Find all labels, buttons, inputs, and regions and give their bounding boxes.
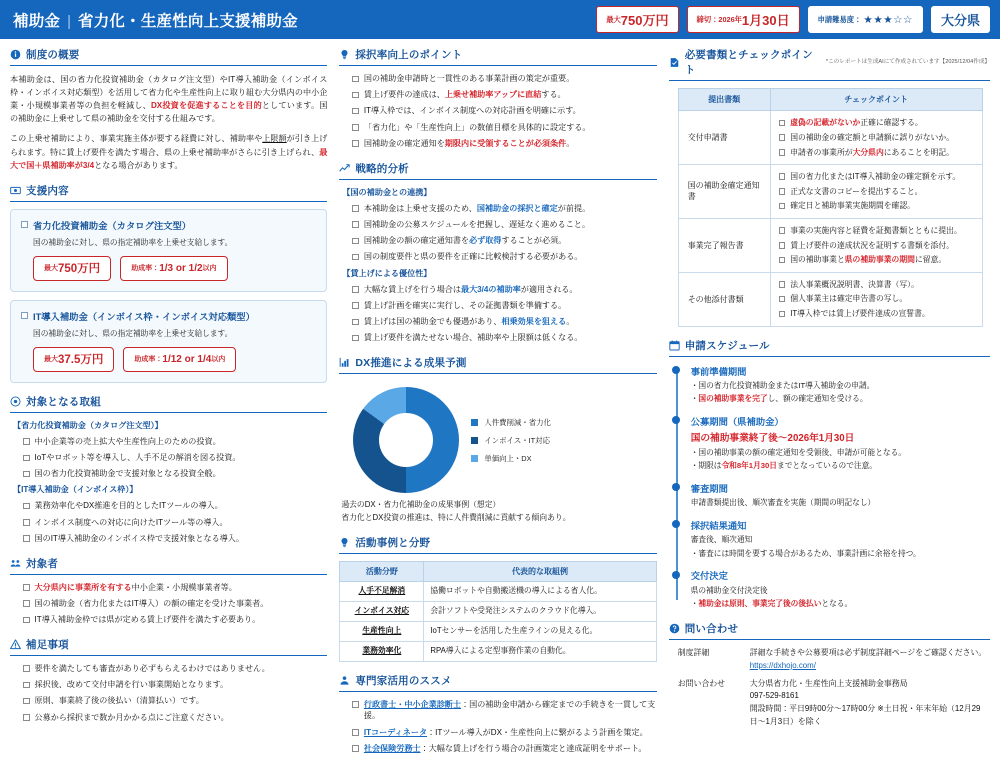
middle-column bbox=[339, 47, 656, 766]
list-item[interactable]: 法人事業概況説明書、決算書（写）。 bbox=[779, 279, 976, 290]
list-item[interactable]: 賃上げ計画を確実に実行し、その証拠書類を準備する。 bbox=[352, 300, 656, 312]
header-title-group bbox=[13, 9, 298, 31]
section-eligible bbox=[10, 556, 327, 626]
checkbox-icon[interactable] bbox=[352, 205, 359, 212]
legend-swatch bbox=[471, 437, 478, 444]
checkbox-icon[interactable] bbox=[779, 203, 786, 210]
checkbox-icon[interactable] bbox=[23, 584, 30, 591]
timeline-highlight: 国の補助事業終了後～2026年1月30日 bbox=[690, 433, 855, 445]
donut-chart-graphic bbox=[353, 387, 459, 493]
document-name: 交付申請書 bbox=[678, 111, 770, 165]
activity-example: RPA導入による定型事務作業の自動化。 bbox=[424, 641, 656, 661]
support-card-0-pills bbox=[33, 256, 316, 281]
lightbulb-icon bbox=[339, 49, 350, 60]
section-targets bbox=[10, 394, 327, 545]
timeline-item-3 bbox=[691, 518, 990, 560]
checkbox-icon[interactable] bbox=[23, 455, 30, 462]
section-chart-title: DX推進による成果予測 bbox=[355, 357, 467, 370]
badge-difficulty bbox=[808, 6, 923, 33]
list-item[interactable]: 中小企業等の売上拡大や生産性向上のための投資。 bbox=[23, 436, 327, 448]
star-rating-icon: ★★★☆☆ bbox=[863, 13, 913, 26]
timeline-title: 事前準備期間 bbox=[690, 366, 747, 377]
overview-paragraph-1: 本補助金は、国の省力化投資補助金（カタログ注文型）やIT導入補助金（インボイス枠・インボイス対応類型）を活用して省力化や生産性向上に取り組む大分県内の中小企業・小規模事業者等の負担を軽減し、DX投資を促進することを目的としています。国の補助金に上乗せして県の補助金を交付する仕組みです。 bbox=[10, 75, 328, 124]
section-documents bbox=[669, 47, 990, 327]
targets-group-0-list bbox=[10, 436, 327, 480]
contact-value bbox=[750, 678, 990, 729]
timeline-subtitle: 審査後、順次通知 bbox=[690, 535, 753, 545]
timeline-subtitle: 申請書類提出後、順次審査を実施（期間の明記なし） bbox=[690, 498, 876, 508]
checkbox-icon[interactable] bbox=[352, 319, 359, 326]
support-card-1 bbox=[10, 300, 327, 383]
list-item[interactable]: 国の補助事業と県の補助事業の期間に留意。 bbox=[779, 254, 976, 265]
list-item[interactable]: 虚偽の記載がないか正確に確認する。 bbox=[779, 117, 976, 128]
checkbox-icon[interactable] bbox=[23, 438, 30, 445]
legend-swatch bbox=[471, 419, 478, 426]
list-item[interactable]: 採択後、改めて交付申請を行い事業開始となります。 bbox=[23, 679, 327, 691]
section-schedule-header bbox=[669, 338, 990, 357]
right-column bbox=[669, 47, 990, 766]
contact-value bbox=[750, 647, 987, 673]
schedule-timeline bbox=[669, 364, 990, 610]
badge-deadline bbox=[687, 6, 800, 33]
notes-list bbox=[10, 663, 327, 723]
list-item[interactable]: ITコーディネータ：ITツール導入がDX・生産性向上に繋がるよう計画を策定。 bbox=[352, 727, 656, 739]
list-item[interactable]: 国の省力化投資補助金で支援対象となる投資全般。 bbox=[23, 468, 327, 480]
table-header-row bbox=[678, 89, 982, 111]
timeline-dot-icon bbox=[672, 416, 680, 424]
section-documents-header bbox=[669, 47, 990, 81]
contact-label: お問い合わせ bbox=[677, 678, 726, 688]
list-item[interactable]: 大分県内に事業所を有する中小企業・小規模事業者等。 bbox=[23, 582, 327, 594]
checkbox-icon[interactable] bbox=[779, 311, 786, 318]
checkbox-icon[interactable] bbox=[352, 140, 359, 147]
document-name: 事業完了報告書 bbox=[678, 218, 770, 272]
support-card-1-pills bbox=[33, 347, 316, 372]
section-contact-title: 問い合わせ bbox=[684, 622, 739, 635]
info-icon bbox=[10, 49, 21, 60]
section-overview-header bbox=[10, 47, 327, 66]
section-activities bbox=[339, 535, 656, 662]
list-item[interactable]: 賃上げ要件を満たせない場合、補助率や上限額は低くなる。 bbox=[352, 332, 656, 344]
checkbox-icon[interactable] bbox=[779, 149, 786, 156]
section-overview bbox=[10, 47, 327, 172]
checkbox-icon[interactable] bbox=[352, 286, 359, 293]
section-contact bbox=[669, 621, 990, 729]
badge-max-amount-value: 750万円 bbox=[620, 13, 669, 28]
table-row bbox=[340, 621, 656, 641]
list-item[interactable]: 賃上げ要件の達成状況を証明する書類を添付。 bbox=[779, 240, 976, 251]
checkpoint-list bbox=[777, 171, 976, 212]
list-item[interactable]: 「省力化」や「生産性向上」の数値目標を具体的に設定する。 bbox=[352, 122, 656, 134]
checkbox-icon[interactable] bbox=[779, 281, 786, 288]
list-item[interactable]: 要件を満たしても審査があり必ずもらえるわけではありません。 bbox=[23, 663, 327, 675]
support-card-0-desc: 国の補助金に対し、県の指定補助率を上乗せ支給します。 bbox=[33, 237, 233, 247]
badge-max-amount-prefix: 最大 bbox=[606, 14, 621, 24]
badge-prefecture-label: 大分県 bbox=[940, 13, 980, 28]
legend-swatch bbox=[471, 455, 478, 462]
people-icon bbox=[10, 558, 21, 569]
support-card-1-rate: 助成率： 1/12 or 1/4 以内 bbox=[123, 347, 236, 372]
timeline-bullet: ・国の補助事業の額の確定通知を受領後、申請が可能となる。 bbox=[690, 448, 906, 458]
legend-label: 単価向上・DX bbox=[484, 453, 532, 463]
checkpoint-list bbox=[777, 279, 976, 320]
donut-hole bbox=[379, 413, 433, 467]
page-title: 省力化・生産性向上支援補助金 bbox=[78, 12, 298, 30]
section-adoption-header bbox=[339, 47, 656, 66]
section-support-header bbox=[10, 183, 327, 202]
checkbox-icon[interactable] bbox=[779, 173, 786, 180]
support-card-0-rate: 助成率： 1/3 or 1/2 以内 bbox=[120, 256, 227, 281]
contact-phone: 097-529-8161 bbox=[749, 691, 799, 701]
list-item[interactable]: 国補助金の額の確定通知書を必ず取得することが必須。 bbox=[352, 235, 656, 247]
column-header-document: 提出書類 bbox=[678, 89, 770, 111]
legend-label: インボイス・IT対応 bbox=[484, 435, 550, 445]
ai-generated-note: *このレポートは生成AIにて作成されています【2025/12/04作成】 bbox=[825, 59, 991, 65]
table-row bbox=[678, 111, 982, 165]
section-adoption-title: 採択率向上のポイント bbox=[355, 49, 463, 61]
support-card-1-amount: 最大 37.5万円 bbox=[33, 347, 114, 372]
chart-legend bbox=[471, 417, 551, 464]
support-card-0-name: 省力化投資補助金（カタログ注文型） bbox=[33, 220, 192, 231]
strategy-group-1-label: 【賃上げによる優位性】 bbox=[342, 268, 432, 278]
trend-chart-icon bbox=[339, 163, 350, 174]
timeline-item-1 bbox=[691, 414, 990, 472]
section-experts-header bbox=[339, 673, 656, 692]
money-icon bbox=[10, 185, 21, 196]
adoption-list bbox=[339, 73, 656, 150]
checkbox-icon[interactable] bbox=[23, 665, 30, 672]
support-card-1-desc: 国の補助金に対し、県の指定補助率を上乗せ支給します。 bbox=[33, 328, 233, 338]
checkbox-icon[interactable] bbox=[23, 535, 30, 542]
strategy-group-0-label: 【国の補助金との連携】 bbox=[342, 187, 432, 197]
list-item[interactable]: 国のIT導入補助金のインボイス枠で支援対象となる導入。 bbox=[23, 533, 327, 545]
checkbox-icon[interactable] bbox=[779, 120, 786, 127]
list-item[interactable]: IT導入補助金枠では県が定める賃上げ要件を満たす必要あり。 bbox=[23, 614, 327, 626]
checkbox-icon[interactable] bbox=[779, 257, 786, 264]
checkbox-icon[interactable] bbox=[352, 124, 359, 131]
section-schedule-title: 申請スケジュール bbox=[684, 339, 770, 352]
checkbox-icon[interactable] bbox=[779, 242, 786, 249]
section-notes-header bbox=[10, 637, 327, 656]
activity-example: 会計ソフトや受発注システムのクラウド化導入。 bbox=[424, 601, 656, 621]
targets-group-0-label: 【省力化投資補助金（カタログ注文型）】 bbox=[13, 420, 163, 430]
timeline-item-2 bbox=[691, 481, 990, 509]
checkbox-icon[interactable] bbox=[779, 188, 786, 195]
list-item[interactable]: 国補助金の公募スケジュールを把握し、遅延なく進めること。 bbox=[352, 219, 656, 231]
documents-table bbox=[678, 88, 983, 327]
support-card-0-amount: 最大 750万円 bbox=[33, 256, 111, 281]
document-name: その他添付書類 bbox=[678, 272, 770, 326]
list-item[interactable]: インボイス制度への対応に向けたITツール等の導入。 bbox=[23, 517, 327, 529]
checkbox-icon[interactable] bbox=[23, 600, 30, 607]
document-checkpoints bbox=[770, 111, 982, 165]
checkbox-icon[interactable] bbox=[23, 617, 30, 624]
list-item[interactable]: 国の補助金（省力化またはIT導入）の額の確定を受けた事業者。 bbox=[23, 598, 327, 610]
list-item[interactable]: 賃上げは国の補助金でも優遇があり、相乗効果を狙える。 bbox=[352, 316, 656, 328]
list-item[interactable]: 確定日と補助事業実施期間を確認。 bbox=[779, 200, 976, 211]
document-checkpoints bbox=[770, 164, 982, 218]
list-item[interactable]: 国の補助金申請時と一貫性のある事業計画の策定が重要。 bbox=[352, 73, 656, 85]
section-targets-title: 対象となる取組 bbox=[26, 395, 101, 408]
section-notes bbox=[10, 637, 327, 723]
list-item[interactable]: 公募から採択まで数か月かかる点にご注意ください。 bbox=[23, 712, 327, 724]
section-activities-header bbox=[339, 535, 656, 554]
support-card-1-title bbox=[21, 309, 316, 323]
chart-note-line-1: 過去のDX・省力化補助金の成果事例（想定） bbox=[341, 500, 501, 510]
section-overview-title: 制度の概要 bbox=[26, 49, 80, 61]
document-name: 国の補助金確定通知書 bbox=[678, 164, 770, 218]
document-check-icon bbox=[669, 57, 680, 68]
timeline-item-4 bbox=[691, 568, 990, 610]
activity-example: IoTセンサーを活用した生産ラインの見える化。 bbox=[424, 621, 656, 641]
content-columns bbox=[0, 39, 1000, 766]
calendar-icon bbox=[669, 340, 680, 351]
list-item[interactable]: IT導入枠では賃上げ要件達成の宣誓書。 bbox=[779, 308, 976, 319]
header-separator: | bbox=[67, 12, 72, 30]
timeline-bullet: ・期限は令和8年1月30日までとなっているので注意。 bbox=[690, 461, 877, 471]
legend-item-0 bbox=[471, 417, 551, 428]
legend-item-1 bbox=[471, 435, 551, 446]
column-header-example: 代表的な取組例 bbox=[424, 561, 656, 581]
list-item[interactable]: 大幅な賃上げを行う場合は最大3/4の補助率が適用される。 bbox=[352, 284, 656, 296]
table-row bbox=[678, 272, 982, 326]
list-item[interactable]: 国補助金の確定通知を期限内に受領することが必須条件。 bbox=[352, 138, 656, 150]
checkbox-icon[interactable] bbox=[23, 519, 30, 526]
section-strategy-title: 戦略的分析 bbox=[355, 162, 409, 175]
column-header-checkpoint: チェックポイント bbox=[770, 89, 982, 111]
activity-category: 人手不足解消 bbox=[340, 581, 424, 601]
chart-note-line-2: 省力化とDX投資の推進は、特に人件費削減に貢献する傾向あり。 bbox=[341, 512, 571, 522]
page-header bbox=[0, 0, 1000, 39]
activity-category: 生産性向上 bbox=[340, 621, 424, 641]
checkpoint-list bbox=[777, 117, 976, 158]
list-item[interactable]: 国の省力化またはIT導入補助金の確定額を示す。 bbox=[779, 171, 976, 182]
badge-deadline-year: 2026年 bbox=[718, 14, 742, 24]
timeline-bullet: ・補助金は原則、事業完了後の後払いとなる。 bbox=[690, 599, 853, 609]
checkpoint-list bbox=[777, 225, 976, 266]
checkbox-icon[interactable] bbox=[352, 701, 359, 708]
section-eligible-header bbox=[10, 556, 327, 575]
strategy-group-1-list bbox=[339, 284, 656, 344]
timeline-bullet: ・審査には時間を要する場合があるため、事業計画に余裕を持つ。 bbox=[690, 548, 921, 558]
checkbox-icon[interactable] bbox=[352, 302, 359, 309]
list-item[interactable]: 申請者の事業所が大分県内にあることを明記。 bbox=[779, 147, 976, 158]
program-detail-link[interactable]: https://dxhojo.com/ bbox=[749, 660, 816, 670]
support-card-1-name: IT導入補助金（インボイス枠・インボイス対応類型） bbox=[33, 311, 255, 322]
timeline-dot-icon bbox=[672, 520, 680, 528]
timeline-subtitle: 県の補助金交付決定後 bbox=[690, 585, 768, 595]
contact-row-detail bbox=[669, 647, 990, 673]
section-experts bbox=[339, 673, 656, 755]
checkbox-icon[interactable] bbox=[352, 254, 359, 261]
activity-category: 業務効率化 bbox=[340, 641, 424, 661]
eligible-list bbox=[10, 582, 327, 626]
activities-table bbox=[339, 561, 656, 662]
support-card-0 bbox=[10, 209, 327, 292]
checkbox-icon[interactable] bbox=[779, 227, 786, 234]
list-item[interactable]: 正式な文書のコピーを提出すること。 bbox=[779, 186, 976, 197]
warning-icon bbox=[10, 639, 21, 650]
target-icon bbox=[10, 396, 21, 407]
checkbox-icon[interactable] bbox=[21, 312, 28, 319]
section-eligible-title: 対象者 bbox=[26, 557, 59, 570]
list-item[interactable]: 行政書士・中小企業診断士：国の補助金申請から確定までの手続きを一貫して支援。 bbox=[352, 699, 656, 722]
checkbox-icon[interactable] bbox=[352, 745, 359, 752]
list-item[interactable]: 原則、事業終了後の後払い（清算払い）です。 bbox=[23, 695, 327, 707]
list-item[interactable]: 業務効率化やDX推進を目的としたITツールの導入。 bbox=[23, 500, 327, 512]
targets-group-1-label: 【IT導入補助金（インボイス枠）】 bbox=[13, 485, 138, 495]
timeline-dot-icon bbox=[672, 366, 680, 374]
checkbox-icon[interactable] bbox=[352, 335, 359, 342]
checkbox-icon[interactable] bbox=[779, 134, 786, 141]
list-item[interactable]: 国の制度要件と県の要件を正確に比較検討する必要がある。 bbox=[352, 251, 656, 263]
checkbox-icon[interactable] bbox=[23, 698, 30, 705]
support-card-0-title bbox=[21, 218, 316, 232]
section-contact-header bbox=[669, 621, 990, 640]
legend-label: 人件費削減・省力化 bbox=[484, 417, 551, 427]
badge-deadline-label: 締切： bbox=[696, 14, 719, 24]
document-checkpoints bbox=[770, 272, 982, 326]
activity-category: インボイス対応 bbox=[340, 601, 424, 621]
section-schedule bbox=[669, 338, 990, 610]
badge-deadline-date: 1月30日 bbox=[741, 13, 790, 28]
list-item[interactable]: IoTやロボット等を導入し、人手不足の解消を図る投資。 bbox=[23, 452, 327, 464]
question-icon bbox=[669, 623, 680, 634]
table-row bbox=[678, 164, 982, 218]
list-item[interactable]: 事業の実施内容と経費を証拠書類とともに提出。 bbox=[779, 225, 976, 236]
checkbox-icon[interactable] bbox=[21, 221, 28, 228]
contact-row-inquiry bbox=[669, 678, 990, 729]
contact-office-name: 大分県省力化・生産性向上支援補助金事務局 bbox=[749, 678, 908, 688]
list-item[interactable]: 賃上げ要件の達成は、上乗せ補助率アップに直結する。 bbox=[352, 89, 656, 101]
table-row bbox=[340, 641, 656, 661]
donut-chart bbox=[339, 381, 656, 495]
lightbulb-icon bbox=[339, 537, 350, 548]
timeline-title: 審査期間 bbox=[690, 483, 728, 494]
section-support bbox=[10, 183, 327, 383]
section-documents-title: 必要書類とチェックポイント bbox=[684, 49, 813, 76]
checkbox-icon[interactable] bbox=[352, 238, 359, 245]
person-icon bbox=[339, 675, 350, 686]
badge-max-amount bbox=[596, 6, 678, 33]
timeline-dot-icon bbox=[672, 571, 680, 579]
checkbox-icon[interactable] bbox=[779, 296, 786, 303]
legend-item-2 bbox=[471, 453, 551, 464]
column-header-field: 活動分野 bbox=[340, 561, 424, 581]
targets-group-1-list bbox=[10, 500, 327, 544]
strategy-group-0-list bbox=[339, 203, 656, 263]
checkbox-icon[interactable] bbox=[23, 503, 30, 510]
left-column bbox=[10, 47, 327, 766]
section-activities-title: 活動事例と分野 bbox=[355, 536, 431, 549]
section-strategy bbox=[339, 161, 656, 344]
list-item[interactable]: 本補助金は上乗せ支援のため、国補助金の採択と確定が前提。 bbox=[352, 203, 656, 215]
header-keyword: 補助金 bbox=[13, 12, 61, 30]
overview-paragraph-2: この上乗せ補助により、事業実施主体が要する経費に対し、補助率や上限額が引き上げられます。特に賃上げ要件を満たす場合、県の上乗せ補助率がさらに引き上げられ、最大で国＋県補助率が3/4となる場合があります。 bbox=[10, 134, 328, 170]
contact-label: 制度詳細 bbox=[677, 647, 710, 657]
table-row bbox=[340, 581, 656, 601]
section-support-title: 支援内容 bbox=[26, 184, 69, 197]
list-item[interactable]: IT導入枠では、インボイス制度への対応計画を明確に示す。 bbox=[352, 105, 656, 117]
experts-list bbox=[339, 699, 656, 755]
section-notes-title: 補足事項 bbox=[26, 638, 69, 651]
list-item[interactable]: 社会保険労務士：大幅な賃上げを行う場合の計画策定と達成証明をサポート。 bbox=[352, 743, 656, 755]
section-strategy-header bbox=[339, 161, 656, 180]
checkbox-icon[interactable] bbox=[352, 108, 359, 115]
timeline-bullet: ・国の補助事業を完了し、額の確定通知を受ける。 bbox=[690, 394, 868, 404]
list-item[interactable]: 個人事業主は確定申告書の写し。 bbox=[779, 293, 976, 304]
contact-hours: 開設時間：平日9時00分〜17時00分 ※土日祝・年末年始（12月29日〜1月3日）を除く bbox=[749, 704, 981, 726]
activity-example: 協働ロボットや自動搬送機の導入による省人化。 bbox=[424, 581, 656, 601]
list-item[interactable]: 国の補助金の確定額と申請額に誤りがないか。 bbox=[779, 132, 976, 143]
contact-detail-text: 詳細な手続きや公募要項は必ず制度詳細ページをご確認ください。 bbox=[749, 647, 987, 657]
table-row bbox=[678, 218, 982, 272]
section-chart-header bbox=[339, 355, 656, 374]
checkbox-icon[interactable] bbox=[23, 682, 30, 689]
checkbox-icon[interactable] bbox=[352, 729, 359, 736]
timeline-title: 公募期間（県補助金） bbox=[690, 416, 784, 427]
timeline-title: 採択結果通知 bbox=[690, 520, 747, 531]
timeline-bullet: ・国の省力化投資補助金またはIT導入補助金の申請。 bbox=[690, 381, 875, 391]
section-experts-title: 専門家活用のススメ bbox=[355, 674, 452, 687]
timeline-dot-icon bbox=[672, 483, 680, 491]
bar-chart-icon bbox=[339, 357, 350, 368]
checkbox-icon[interactable] bbox=[23, 714, 30, 721]
section-adoption bbox=[339, 47, 656, 150]
badge-difficulty-label: 申請難易度： bbox=[817, 14, 862, 24]
table-row bbox=[340, 601, 656, 621]
checkbox-icon[interactable] bbox=[352, 92, 359, 99]
table-header-row bbox=[340, 561, 656, 581]
checkbox-icon[interactable] bbox=[23, 471, 30, 478]
section-targets-header bbox=[10, 394, 327, 413]
timeline-title: 交付決定 bbox=[690, 571, 728, 582]
section-chart bbox=[339, 355, 656, 524]
document-checkpoints bbox=[770, 218, 982, 272]
badge-prefecture bbox=[931, 6, 990, 33]
checkbox-icon[interactable] bbox=[352, 76, 359, 83]
checkbox-icon[interactable] bbox=[352, 221, 359, 228]
timeline-item-0 bbox=[691, 364, 990, 405]
